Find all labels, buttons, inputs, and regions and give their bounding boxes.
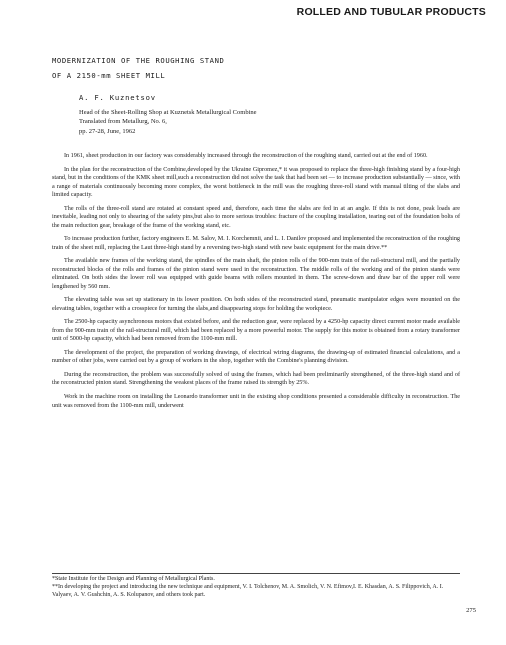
body-paragraph: The elevating table was set up stationary in its lower position. On both sides of the reconstructed stand, pneumatic manipulator edges were mounted on the elevating tables, together with a crosspiece for turning the slabs,and disappearing stops for holding the workpiece. <box>52 297 460 312</box>
footnotes <box>52 573 460 600</box>
affiliation-line: Translated from Metallurg, No. 6, <box>79 118 167 126</box>
running-section-header: ROLLED AND TUBULAR PRODUCTS <box>296 6 486 18</box>
body-paragraph: The available new frames of the working stand, the spindles of the main shaft, the pinion rolls of the 900-mm train of the rail-structural mill, and the partially reconstructed blocks of the rolls and frames of the pinion stand were used in the reconstruction. The middle rolls of the working and of the pinion stands were eliminated. On both sides the lower roll was equipped with guide beams with rollers mounted in them. The screw-down and draw bar of the upper roll were lengthened by 560 mm. <box>52 258 460 290</box>
affiliation-line: pp. 27-28, June, 1962 <box>79 127 136 135</box>
article-title-line-2: OF A 2150-mm SHEET MILL <box>52 71 166 80</box>
article-author: A. F. Kuznetsov <box>79 93 156 102</box>
affiliation-line: Head of the Sheet-Rolling Shop at Kuznetsk Metallurgical Combine <box>79 109 257 116</box>
body-paragraph: During the reconstruction, the problem was successfully solved of using the frames, which had been preliminarily strengthened, of the three-high stand and of the reconstructed pinion stand. Strengthening the weakest places of the frame raised its strength by 25%. <box>52 372 460 387</box>
article-title-line-1: MODERNIZATION OF THE ROUGHING STAND <box>52 56 225 65</box>
footnote: *State Institute for the Design and Planning of Metallurgical Plants. <box>52 576 215 582</box>
body-paragraph: In the plan for the reconstruction of the Combine,developed by the Ukraine Gipromez,* it was proposed to replace the three-high finishing stand by a four-high stand, but in the conditions of the KMK sheet mill,such a reconstruction did not solve the task that had been set — to increase production substantially — since, with a range of materials continuously becoming more complex, the worst bottleneck in the mill was the roughing three-roll stand with manual tilting of the slabs and limited capacity. <box>52 166 460 198</box>
body-paragraph: Work in the machine room on installing the Leonardo transformer unit in the existing shop conditions presented a considerable difficulty in reconstruction. The unit was removed from the 1100-mm mill, underwent <box>52 394 460 409</box>
body-paragraph: In 1961, sheet production in our factory was considerably increased through the reconstruction of the roughing stand, carried out at the end of 1960. <box>64 153 428 159</box>
article-title <box>52 53 224 83</box>
body-paragraph: The rolls of the three-roll stand are rotated at constant speed and, therefore, each time the slabs are fed in at an angle. If this is not done, peak loads are inevitable, leading not only to shearing of the safety pins,but also to more serious troubles: fracture of the coupling installation, tearing out of the foundation bolts of the main reduction gear, breakage of the frame of the working stand, etc. <box>52 205 460 229</box>
author-affiliation <box>79 108 439 136</box>
article-body <box>52 152 460 415</box>
body-paragraph: The development of the project, the preparation of working drawings, of electrical wiring diagrams, the drawing-up of estimated financial calculations, and a number of other jobs, were carried out by a group of workers in the shop, together with the Combine's planning division. <box>52 349 460 365</box>
body-paragraph: The 2500-hp capacity asynchronous motors that existed before, and the reduction gear, were replaced by a 4250-hp capacity direct current motor made available from the 900-mm train of the rail-structural mill, which had been replaced by a more powerful motor. The supply for this motor is obtained from a rotary transformer unit of 5000-hp capacity, which had been removed from the 1100-mm mill. <box>52 319 460 343</box>
page-number: 275 <box>466 607 476 614</box>
footnote: **In developing the project and introducing the new technique and equipment, V. I. Tolchenov, M. A. Smolich, V. N. Efimov,I. E. Khasdan, A. S. Filippovich, A. I. Valyaev, A. V. Gushchin, A. S. Kolupanov, and others took part. <box>52 584 444 599</box>
body-paragraph: To increase production further, factory engineers E. M. Salov, M. I. Korchemnii, and L. I. Danilov proposed and implemented the reconstruction of the roughing train of the sheet mill, replacing the Laut three-high stand by a reversing two-high stand with new basic equipment for the main drive.** <box>52 236 460 251</box>
